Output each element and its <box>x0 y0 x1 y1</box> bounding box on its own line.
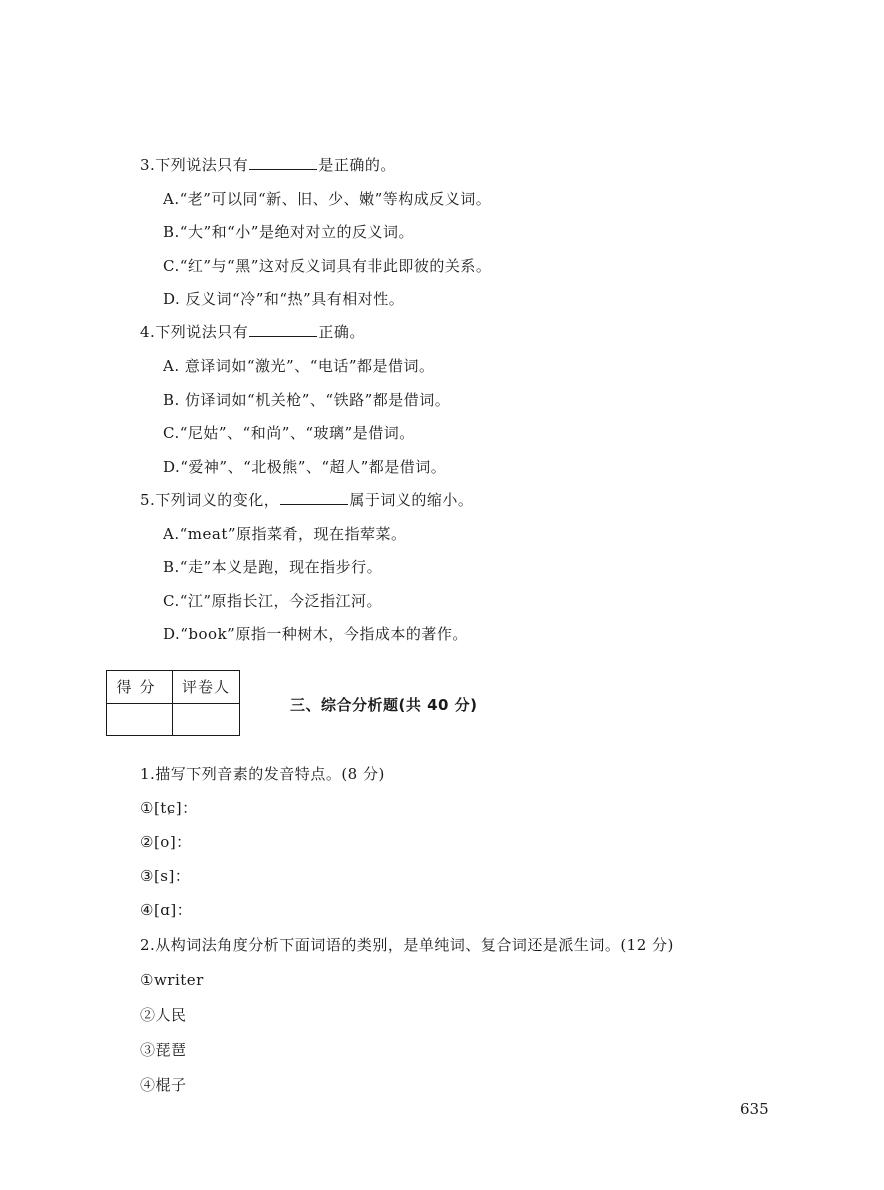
section3-question-1: 1.描写下列音素的发音特点。(8 分) <box>140 765 385 783</box>
question-3 <box>140 155 396 175</box>
word-item-4: ④棍子 <box>140 1076 187 1094</box>
phoneme-item-2: ②[o]： <box>140 833 192 851</box>
question-3-option-a: A.“老”可以同“新、旧、少、嫩”等构成反义词。 <box>163 190 492 208</box>
question-5-option-c: C.“江”原指长江，今泛指江河。 <box>163 592 383 610</box>
question-5-prefix: 5.下列词义的变化， <box>140 491 280 509</box>
question-4-option-c: C.“尼姑”、“和尚”、“玻璃”是借词。 <box>163 424 415 442</box>
page-number: 635 <box>740 1100 769 1118</box>
word-item-3: ③琵琶 <box>140 1041 187 1059</box>
phoneme-item-1: ①[tɕ]： <box>140 799 198 817</box>
question-5-option-d: D.“book”原指一种树木，今指成本的著作。 <box>163 625 468 643</box>
word-item-2: ②人民 <box>140 1006 187 1024</box>
question-5-option-a: A.“meat”原指菜肴，现在指荤菜。 <box>163 525 407 543</box>
question-4 <box>140 322 365 342</box>
question-3-option-b: B.“大”和“小”是绝对对立的反义词。 <box>163 223 414 241</box>
question-5-option-b: B.“走”本义是跑，现在指步行。 <box>163 558 383 576</box>
score-header: 得分 <box>107 671 173 704</box>
answer-blank <box>280 490 348 505</box>
question-5 <box>140 490 473 510</box>
grader-cell[interactable] <box>173 704 239 735</box>
phoneme-item-4: ④[ɑ]： <box>140 901 193 919</box>
question-5-suffix: 属于词义的缩小。 <box>349 491 474 509</box>
question-4-suffix: 正确。 <box>318 323 365 341</box>
phoneme-item-3: ③[s]： <box>140 867 191 885</box>
score-table <box>106 670 240 736</box>
score-cell[interactable] <box>107 704 173 735</box>
question-3-prefix: 3.下列说法只有 <box>140 156 249 174</box>
question-4-prefix: 4.下列说法只有 <box>140 323 249 341</box>
question-3-option-d: D. 反义词“冷”和“热”具有相对性。 <box>163 290 405 308</box>
section-title: 三、综合分析题(共 40 分) <box>290 696 478 714</box>
question-4-option-d: D.“爱神”、“北极熊”、“超人”都是借词。 <box>163 458 447 476</box>
question-3-suffix: 是正确的。 <box>318 156 396 174</box>
section3-question-2: 2.从构词法角度分析下面词语的类别，是单纯词、复合词还是派生词。(12 分) <box>140 936 674 954</box>
answer-blank <box>249 155 317 170</box>
question-4-option-b: B. 仿译词如“机关枪”、“铁路”都是借词。 <box>163 391 451 409</box>
question-3-option-c: C.“红”与“黑”这对反义词具有非此即彼的关系。 <box>163 257 492 275</box>
grader-header: 评卷人 <box>173 671 239 704</box>
word-item-1: ①writer <box>140 971 204 989</box>
question-4-option-a: A. 意译词如“激光”、“电话”都是借词。 <box>163 357 435 375</box>
answer-blank <box>249 322 317 337</box>
